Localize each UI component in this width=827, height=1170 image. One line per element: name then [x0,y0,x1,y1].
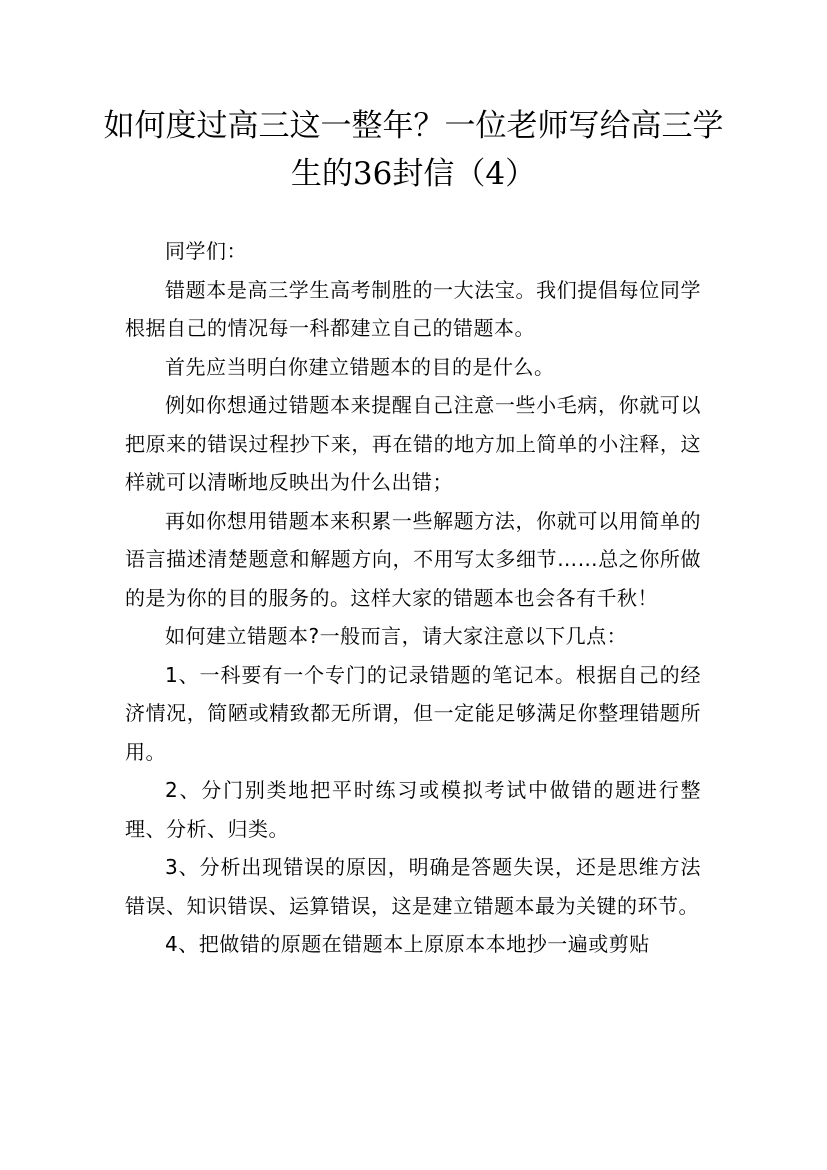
body-paragraph: 例如你想通过错题本来提醒自己注意一些小毛病，你就可以把原来的错误过程抄下来，再在错的地方加上简单的小注释，这样就可以清晰地反映出为什么出错； [125,393,701,494]
list-item-paragraph: 1、一科要有一个专门的记录错题的笔记本。根据自己的经济情况，简陋或精致都无所谓，但一定能足够满足你整理错题所用。 [125,662,701,764]
list-item-paragraph: 4、把做错的原题在错题本上原原本本地抄一遍或剪贴 [165,932,650,956]
body-paragraph: 如何建立错题本?一般而言，请大家注意以下几点： [165,624,628,648]
list-item-paragraph: 2、分门别类地把平时练习或模拟考试中做错的题进行整理、分析、归类。 [125,778,701,841]
document-title: 如何度过高三这一整年？一位老师写给高三学生的36封信（4） [103,108,724,192]
body-paragraph: 再如你想用错题本来积累一些解题方法，你就可以用简单的语言描述清楚题意和解题方向，不用写太多细节……总之你所做的是为你的目的服务的。这样大家的错题本也会各有千秋！ [125,508,701,610]
greeting-paragraph: 同学们： [165,239,247,263]
document-body [125,232,701,964]
body-paragraph: 首先应当明白你建立错题本的目的是什么。 [165,354,555,379]
list-item-paragraph: 3、分析出现错误的原因，明确是答题失误，还是思维方法错误、知识错误、运算错误，这是建立错题本最为关键的环节。 [125,855,701,918]
body-paragraph: 错题本是高三学生高考制胜的一大法宝。我们提倡每位同学根据自己的情况每一科都建立自己的错题本。 [125,277,701,340]
